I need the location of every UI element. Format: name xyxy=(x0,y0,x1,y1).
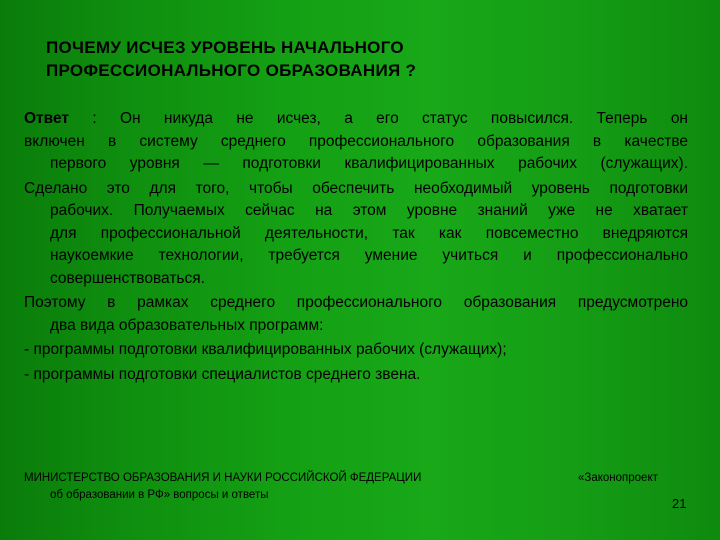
reason-line-1: Сделано это для того, чтобы обеспечить необходимый уровень подготовки xyxy=(24,179,688,197)
footer-source-line-2: об образовании в РФ» вопросы и ответы xyxy=(50,489,269,501)
answer-line-2: включен в систему среднего профессионального образования в качестве xyxy=(24,132,688,150)
answer-line-1: : Он никуда не исчез, а его статус повысился. Теперь он xyxy=(92,110,688,127)
footer-source-line-1: МИНИСТЕРСТВО ОБРАЗОВАНИЯ И НАУКИ РОССИЙСКОЙ ФЕДЕРАЦИИ xyxy=(24,472,422,484)
slide-body xyxy=(24,108,688,388)
page-number: 21 xyxy=(672,496,687,511)
answer-paragraph xyxy=(24,108,688,176)
programs-line-1: Поэтому в рамках среднего профессионального образования предусмотрено xyxy=(24,294,688,311)
answer-first-line xyxy=(24,108,688,131)
reason-paragraph xyxy=(24,178,688,291)
slide-title xyxy=(46,36,646,82)
reason-line-4: наукоемкие технологии, требуется умение учиться и профессионально xyxy=(50,247,688,264)
list-item: - программы подготовки квалифицированных рабочих (служащих); xyxy=(24,341,507,358)
answer-line-3: первого уровня — подготовки квалифицированных рабочих (служащих). xyxy=(50,155,688,172)
title-line-2: ПРОФЕССИОНАЛЬНОГО ОБРАЗОВАНИЯ ? xyxy=(46,61,417,80)
title-line-1: ПОЧЕМУ ИСЧЕЗ УРОВЕНЬ НАЧАЛЬНОГО xyxy=(46,38,404,57)
reason-line-5: совершенствоваться. xyxy=(50,269,205,287)
answer-label: Ответ xyxy=(24,110,69,127)
footer-source xyxy=(24,470,524,504)
programs-line-2: два вида образовательных программ: xyxy=(50,316,324,334)
programs-paragraph xyxy=(24,292,688,337)
reason-line-3: для профессиональной деятельности, так как повсеместно внедряются xyxy=(50,224,688,242)
footer-right-text: «Законопроект xyxy=(578,472,658,484)
list-item: - программы подготовки специалистов среднего звена. xyxy=(24,365,421,383)
reason-line-2: рабочих. Получаемых сейчас на этом уровне знаний уже не хватает xyxy=(50,202,688,219)
